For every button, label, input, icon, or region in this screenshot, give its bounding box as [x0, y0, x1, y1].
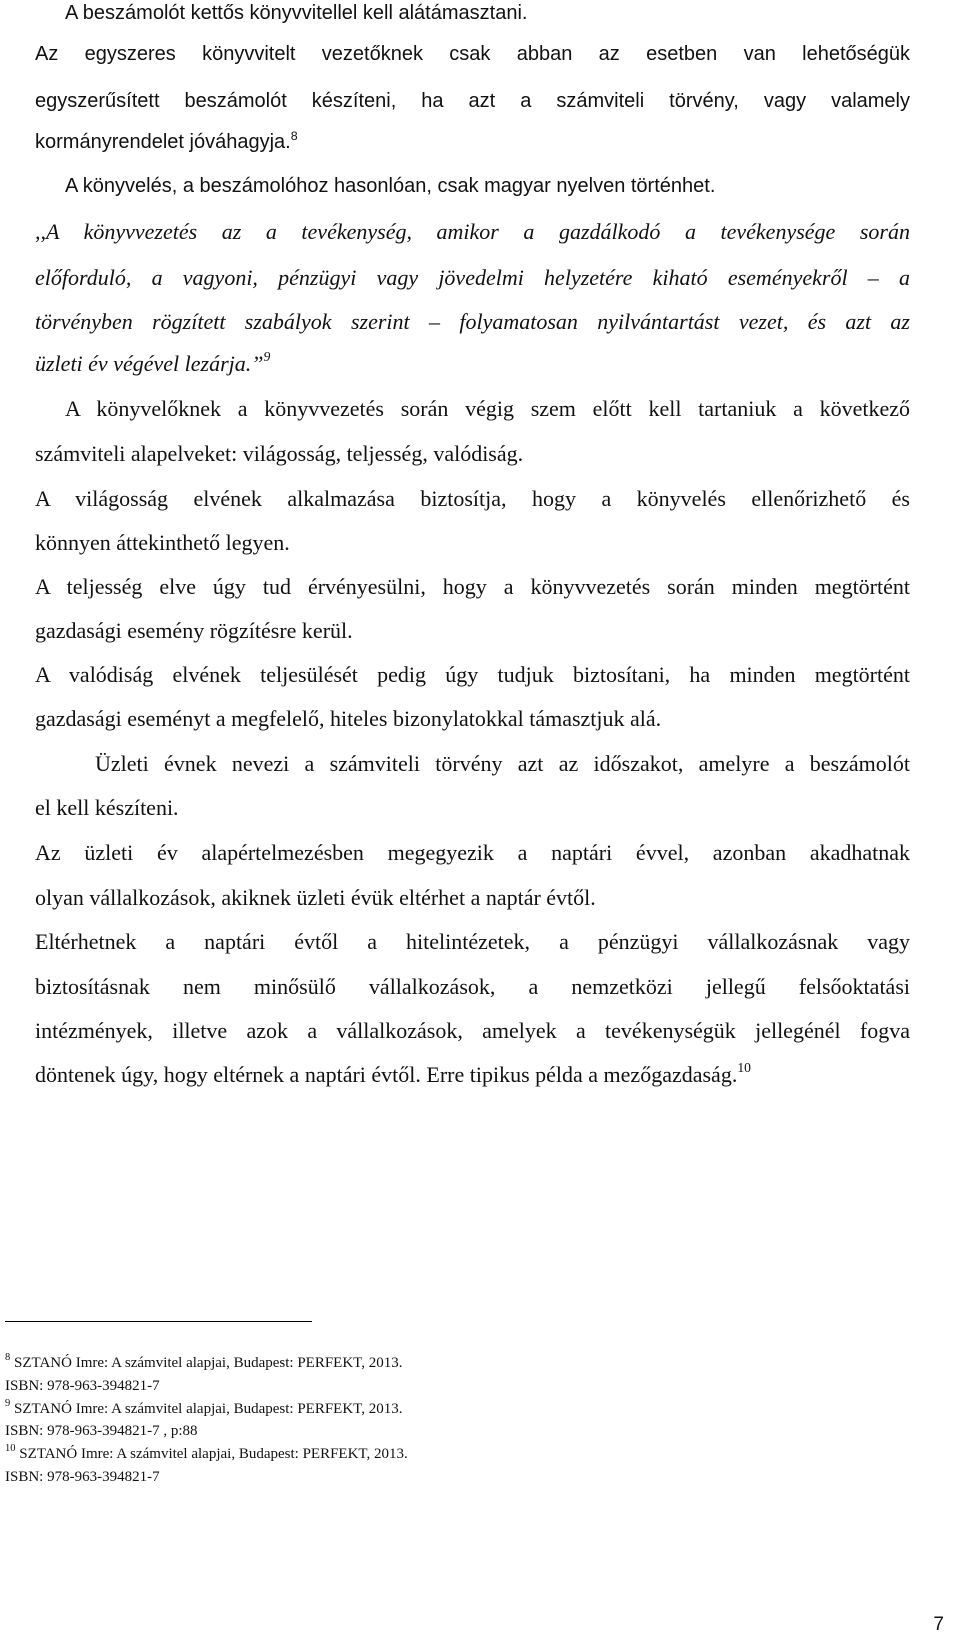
footnote-ref: 8 [290, 129, 298, 143]
paragraph-line [35, 1062, 751, 1088]
footnote-9 [5, 1398, 403, 1418]
footnote-9-isbn: ISBN: 978-963-394821-7 , p:88 [5, 1423, 198, 1439]
paragraph-line: Az üzleti év alapértelmezésben megegyezik a naptári évvel, azonban akadhatnak [35, 840, 910, 865]
paragraph-line: gazdasági eseményt a megfelelő, hiteles bizonylatokkal támasztjuk alá. [35, 706, 662, 731]
footnote-number: 10 [5, 1443, 16, 1454]
paragraph-line: A könyvelőknek a könyvvezetés során végig szem előtt kell tartaniuk a következő [65, 396, 910, 421]
footnote-number: 8 [5, 1352, 11, 1363]
footnote-text: SZTANÓ Imre: A számvitel alapjai, Budapest: PERFEKT, 2013. [14, 1401, 403, 1417]
line-text: kormányrendelet jóváhagyja. [35, 131, 291, 153]
paragraph-line: A világosság elvének alkalmazása biztosítja, hogy a könyvelés ellenőrizhető és [35, 486, 910, 511]
paragraph-line: olyan vállalkozások, akiknek üzleti évük eltérhet a naptár évtől. [35, 885, 596, 910]
footnote-10 [5, 1443, 408, 1463]
line-text: üzleti év végével lezárja.” [35, 351, 264, 376]
footnote-8-isbn: ISBN: 978-963-394821-7 [5, 1378, 160, 1394]
footnote-10-isbn: ISBN: 978-963-394821-7 [5, 1469, 160, 1485]
quote-line: ,,A könyvvezetés az a tevékenység, amikor a gazdálkodó a tevékenysége során [35, 219, 910, 244]
paragraph-line: Az egyszeres könyvvitelt vezetőknek csak abban az esetben van lehetőségük [35, 43, 910, 65]
footnote-8 [5, 1352, 403, 1372]
paragraph-line: könnyen áttekinthető legyen. [35, 530, 290, 555]
paragraph-line: gazdasági esemény rögzítésre kerül. [35, 618, 353, 643]
quote-line [35, 351, 270, 377]
paragraph-line: intézmények, illetve azok a vállalkozások, amelyek a tevékenységük jellegénél fogva [35, 1018, 910, 1043]
paragraph-line: biztosításnak nem minősülő vállalkozások, a nemzetközi jellegű felsőoktatási [35, 974, 910, 999]
paragraph-line: egyszerűsített beszámolót készíteni, ha azt a számviteli törvény, vagy valamely [35, 90, 910, 112]
paragraph-line: A teljesség elve úgy tud érvényesülni, hogy a könyvvezetés során minden megtörtént [35, 574, 910, 599]
paragraph-line [35, 131, 298, 154]
paragraph-line: Üzleti évnek nevezi a számviteli törvény azt az időszakot, amelyre a beszámolót [95, 751, 910, 776]
footnote-ref: 9 [263, 349, 271, 364]
quote-line: törvényben rögzített szabályok szerint – folyamatosan nyilvántartást vezet, és azt az [35, 309, 910, 334]
footnote-number: 9 [5, 1398, 11, 1409]
footnote-ref: 10 [737, 1060, 751, 1075]
line-text: döntenek úgy, hogy eltérnek a naptári évtől. Erre tipikus példa a mezőgazdaság. [35, 1062, 738, 1087]
footnote-separator [5, 1321, 312, 1322]
paragraph-line: el kell készíteni. [35, 795, 179, 820]
page-number: 7 [933, 1614, 944, 1635]
paragraph-line: A valódiság elvének teljesülését pedig úgy tudjuk biztosítani, ha minden megtörtént [35, 662, 910, 687]
footnote-text: SZTANÓ Imre: A számvitel alapjai, Budapest: PERFEKT, 2013. [19, 1446, 408, 1462]
paragraph-line: A beszámolót kettős könyvvitellel kell alátámasztani. [65, 2, 528, 24]
paragraph-line: A könyvelés, a beszámolóhoz hasonlóan, csak magyar nyelven történhet. [65, 175, 716, 197]
paragraph-line: Eltérhetnek a naptári évtől a hitelintézetek, a pénzügyi vállalkozásnak vagy [35, 929, 910, 954]
paragraph-line: számviteli alapelveket: világosság, teljesség, valódiság. [35, 441, 524, 466]
footnote-text: SZTANÓ Imre: A számvitel alapjai, Budapest: PERFEKT, 2013. [14, 1355, 403, 1371]
quote-line: előforduló, a vagyoni, pénzügyi vagy jövedelmi helyzetére kiható eseményekről – a [35, 265, 910, 290]
